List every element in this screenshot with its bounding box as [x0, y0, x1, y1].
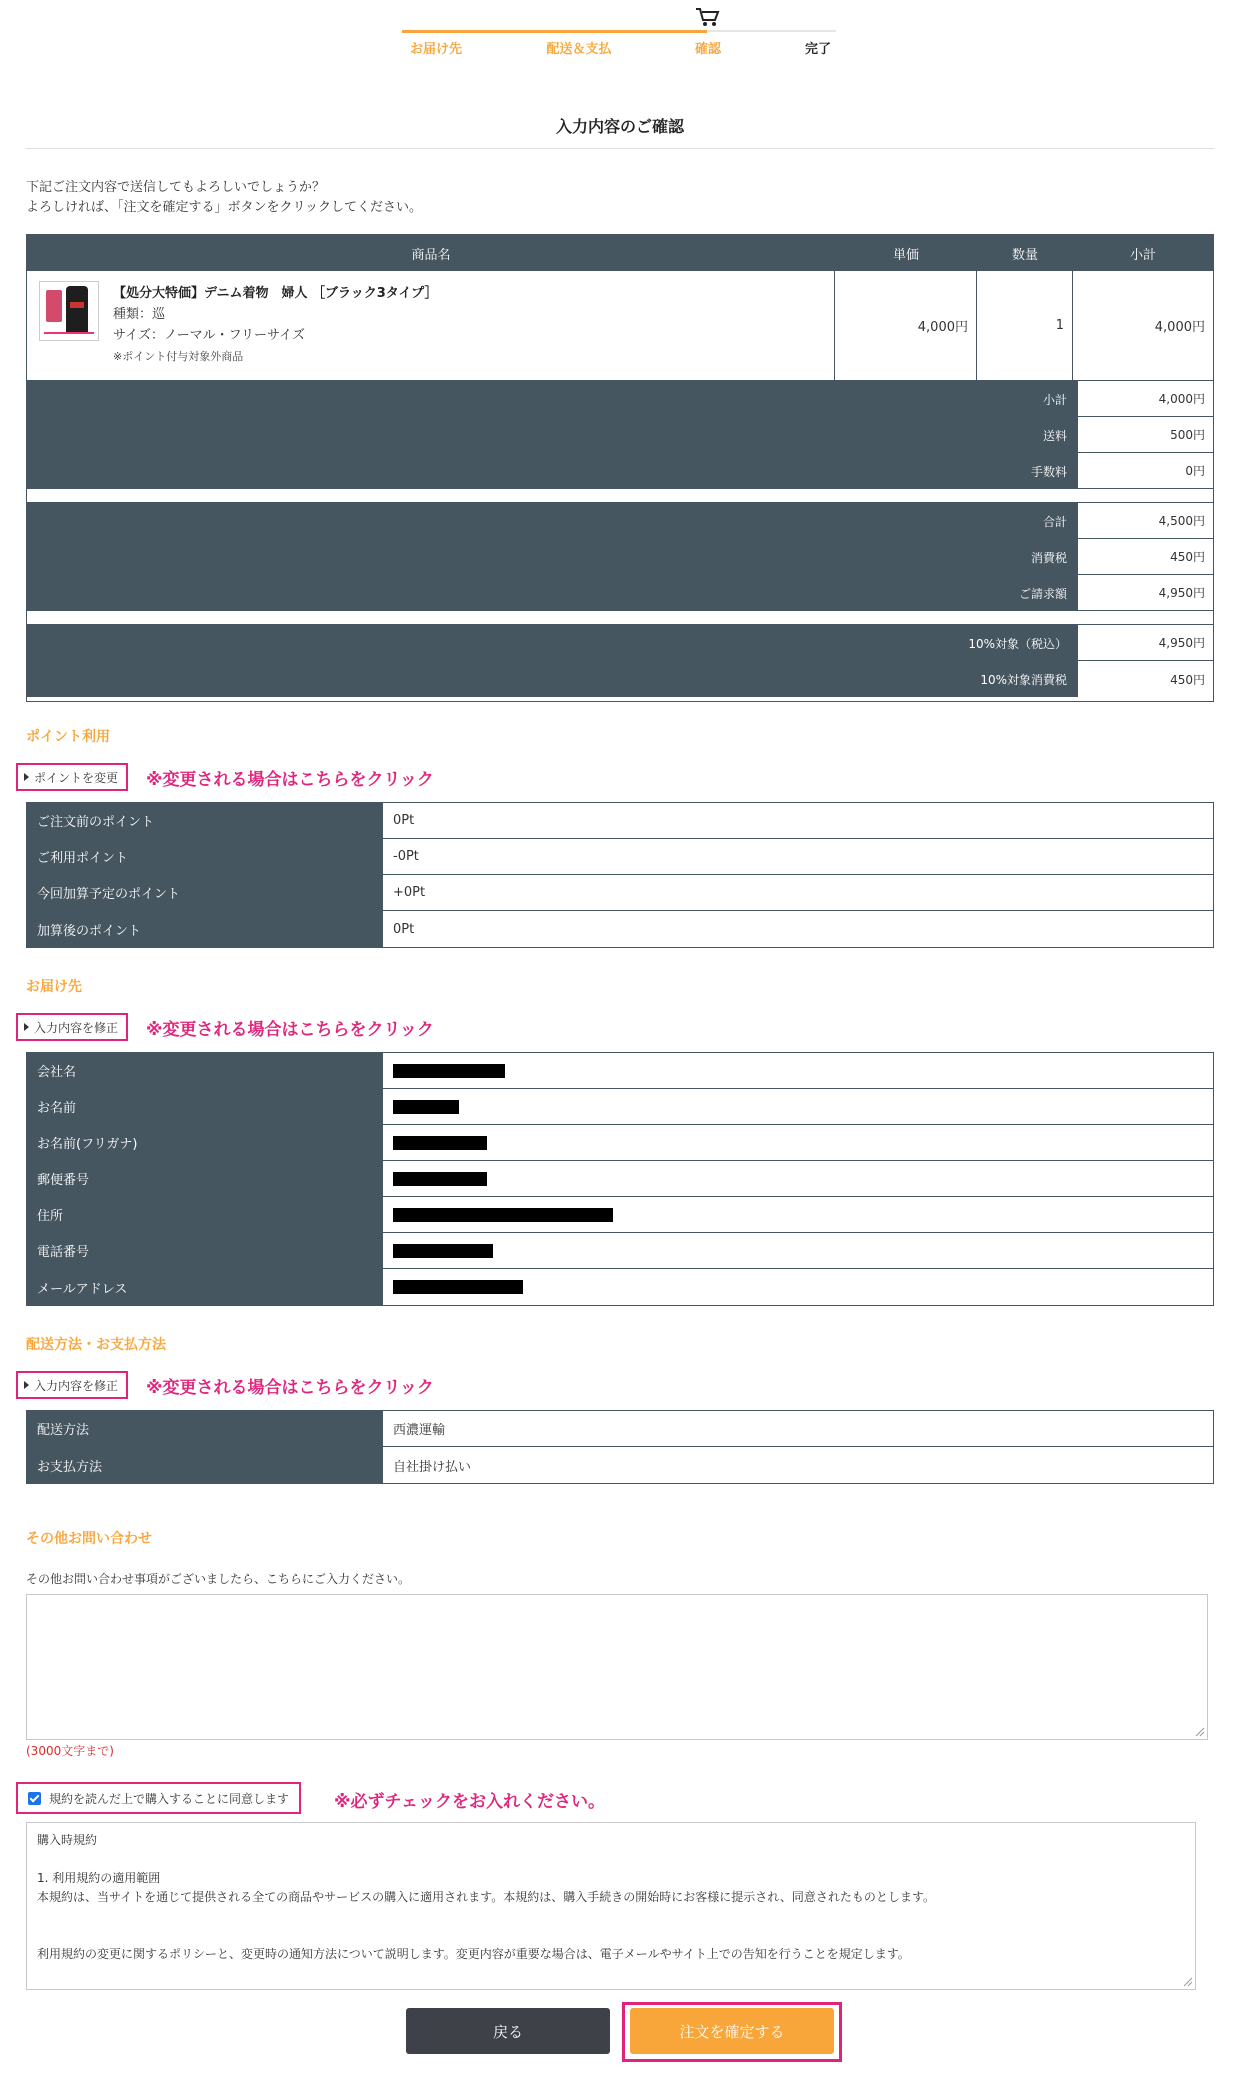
summary-row: ご請求額 4,950円 — [27, 575, 1213, 611]
points-table — [26, 802, 1214, 948]
redacted-value — [393, 1064, 505, 1078]
back-button[interactable]: 戻る — [406, 2008, 610, 2054]
terms-title: 購入時規約 — [37, 1833, 98, 1847]
summary-row: 小計 4,000円 — [27, 381, 1213, 417]
product-type: 種類：巡 — [113, 307, 166, 322]
step-confirm: 確認 — [694, 42, 721, 57]
progress-fill — [402, 30, 707, 33]
col-quantity: 数量 — [1011, 247, 1038, 263]
resize-grip-icon[interactable] — [1181, 1975, 1193, 1987]
summary-row: 10%対象（税込） 4,950円 — [27, 625, 1213, 661]
checkbox-checked-icon[interactable] — [28, 1792, 41, 1805]
title-divider — [26, 148, 1214, 149]
caret-right-icon — [24, 1381, 29, 1389]
product-name: 【処分大特価】デニム着物 婦人 ［ブラック3タイプ］ — [113, 286, 438, 301]
item-subtotal: 4,000円 — [1154, 320, 1205, 335]
cart-icon — [694, 6, 720, 28]
points-section-title: ポイント利用 — [26, 729, 110, 745]
terms-section-1: 1. 利用規約の適用範囲 — [37, 1871, 161, 1885]
order-table — [26, 234, 1214, 702]
terms-box[interactable] — [26, 1822, 1196, 1990]
table-row: 加算後のポイント 0Pt — [27, 911, 1213, 947]
product-info — [113, 283, 438, 367]
change-points-button[interactable]: ポイントを変更 — [16, 763, 128, 791]
redacted-value — [393, 1280, 523, 1294]
redacted-value — [393, 1244, 493, 1258]
points-change-hint: ※変更される場合はこちらをクリック — [146, 770, 434, 790]
redacted-value — [393, 1136, 487, 1150]
summary-gap — [27, 489, 1213, 503]
step-shipping-payment: 配送＆支払 — [546, 42, 612, 57]
table-row: 電話番号 — [27, 1233, 1213, 1269]
order-table-header — [27, 235, 1213, 271]
summary-row: 送料 500円 — [27, 417, 1213, 453]
caret-right-icon — [24, 773, 29, 781]
shipping-change-hint: ※変更される場合はこちらをクリック — [146, 1378, 434, 1398]
summary-row: 合計 4,500円 — [27, 503, 1213, 539]
product-point-note: ※ポイント付与対象外商品 — [113, 350, 244, 363]
step-delivery: お届け先 — [409, 42, 462, 57]
edit-shipping-button[interactable]: 入力内容を修正 — [16, 1371, 128, 1399]
step-complete: 完了 — [804, 42, 831, 57]
progress-steps — [402, 0, 836, 60]
table-row: 住所 — [27, 1197, 1213, 1233]
table-row: 今回加算予定のポイント +0Pt — [27, 875, 1213, 911]
col-subtotal: 小計 — [1129, 247, 1156, 263]
table-row: 会社名 — [27, 1053, 1213, 1089]
order-item-row — [27, 271, 1213, 381]
page-title: 入力内容のご確認 — [555, 117, 684, 136]
unit-price: 4,000円 — [835, 271, 977, 380]
terms-body-2: 利用規約の変更に関するポリシーと、変更時の通知方法について説明します。変更内容が重要な場合は、電子メールやサイト上での告知を行うことを規定します。 — [37, 1947, 910, 1961]
terms-body-1: 本規約は、当サイトを通じて提供される全ての商品やサービスの購入に適用されます。本規約は、購入手続きの開始時にお客様に提示され、同意されたものとします。 — [37, 1890, 935, 1904]
col-unit-price: 単価 — [892, 247, 919, 263]
table-row: ご利用ポイント -0Pt — [27, 839, 1213, 875]
redacted-value — [393, 1100, 459, 1114]
delivery-table — [26, 1052, 1214, 1306]
product-cell — [27, 271, 835, 380]
redacted-value — [393, 1208, 613, 1222]
resize-grip-icon[interactable] — [1193, 1725, 1205, 1737]
summary-row: 消費税 450円 — [27, 539, 1213, 575]
table-row: お名前(フリガナ) — [27, 1125, 1213, 1161]
intro-text — [26, 178, 422, 218]
summary-row: 10%対象消費税 450円 — [27, 661, 1213, 697]
table-row: メールアドレス — [27, 1269, 1213, 1305]
agree-terms-checkbox[interactable] — [16, 1782, 301, 1814]
col-product-name: 商品名 — [411, 247, 451, 263]
redacted-value — [393, 1172, 487, 1186]
table-row: お支払方法 自社掛け払い — [27, 1447, 1213, 1483]
quantity: 1 — [977, 271, 1073, 380]
intro-line-1: 下記ご注文内容で送信してもよろしいでしょうか？ — [26, 180, 326, 195]
inquiry-char-limit: (3000文字まで) — [26, 1744, 114, 1758]
agree-hint: ※必ずチェックをお入れください。 — [334, 1792, 606, 1812]
product-size: サイズ：ノーマル・フリーサイズ — [113, 328, 306, 343]
table-row: 配送方法 西濃運輸 — [27, 1411, 1213, 1447]
inquiry-section-title: その他お問い合わせ — [26, 1531, 152, 1547]
summary-gap — [27, 611, 1213, 625]
delivery-section-title: お届け先 — [26, 979, 82, 995]
table-row: 郵便番号 — [27, 1161, 1213, 1197]
confirm-order-button[interactable]: 注文を確定する — [630, 2008, 834, 2054]
shipping-section-title: 配送方法・お支払方法 — [26, 1337, 166, 1353]
summary-row: 手数料 0円 — [27, 453, 1213, 489]
table-row: お名前 — [27, 1089, 1213, 1125]
intro-line-2: よろしければ、「注文を確定する」ボタンをクリックしてください。 — [26, 200, 422, 215]
inquiry-description: その他お問い合わせ事項がございましたら、こちらにご入力ください。 — [26, 1572, 411, 1586]
inquiry-textarea[interactable] — [26, 1594, 1208, 1740]
product-thumbnail[interactable] — [39, 281, 99, 341]
edit-delivery-button[interactable]: 入力内容を修正 — [16, 1013, 128, 1041]
agree-terms-label: 規約を読んだ上で購入することに同意します — [49, 1791, 290, 1806]
shipping-table — [26, 1410, 1214, 1484]
table-row: ご注文前のポイント 0Pt — [27, 803, 1213, 839]
delivery-change-hint: ※変更される場合はこちらをクリック — [146, 1020, 434, 1040]
caret-right-icon — [24, 1023, 29, 1031]
